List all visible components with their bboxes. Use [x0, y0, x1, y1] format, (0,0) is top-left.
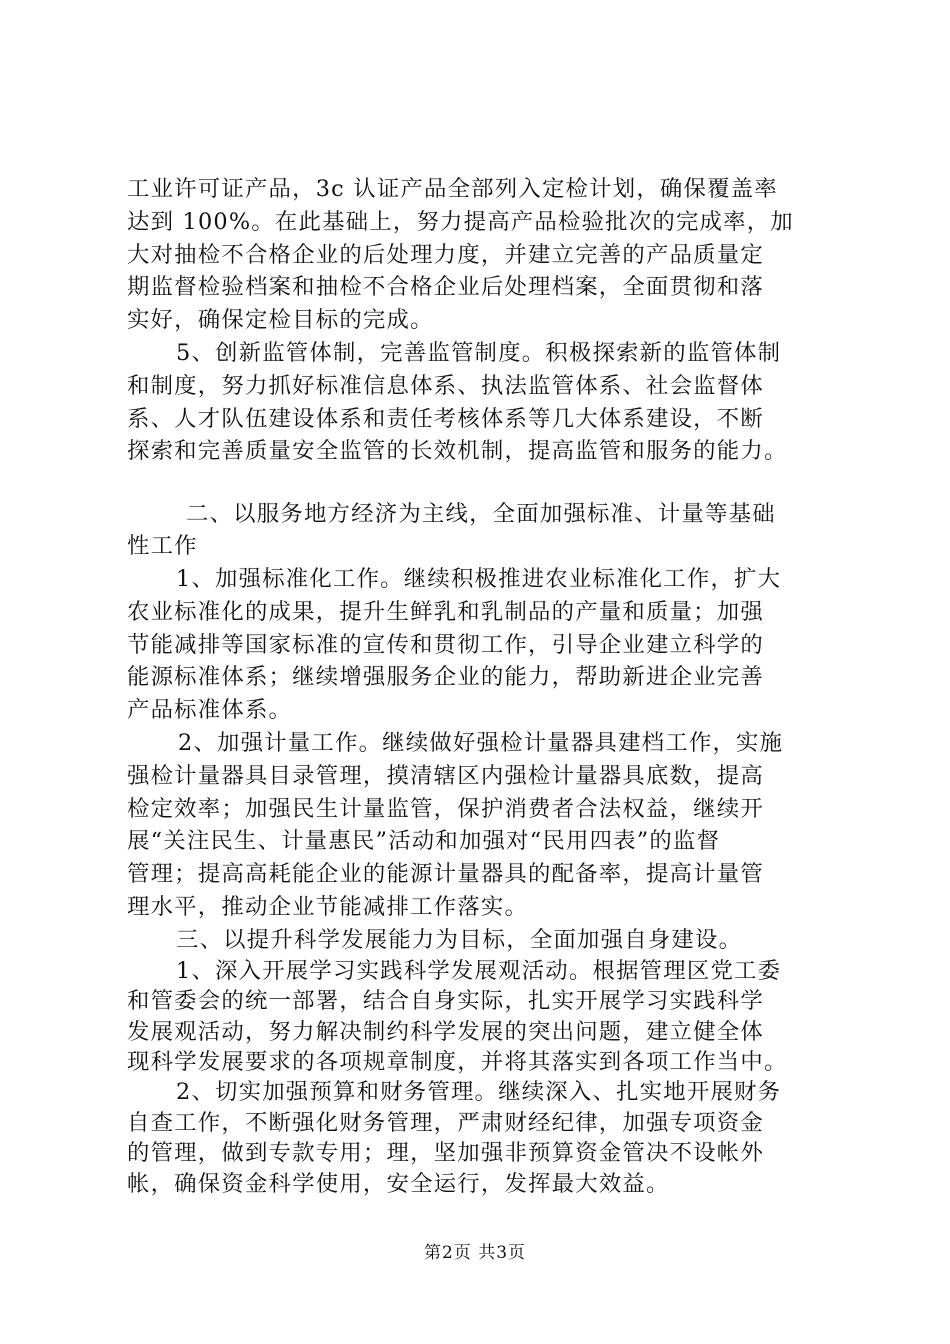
- paragraph-start: 1、加强标准化工作。继续积极推进农业标准化工作，扩大: [176, 566, 782, 592]
- body-text-line: 期监督检验档案和抽检不合格企业后处理档案，全面贯彻和落: [127, 274, 764, 300]
- paragraph-5-start: 5、创新监管体制，完善监管制度。积极探索新的监管体制: [176, 340, 782, 366]
- body-text-line: 强检计量器具目录管理，摸清辖区内强检计量器具底数，提高: [127, 763, 764, 789]
- section-heading-2: 二、以服务地方经济为主线，全面加强标准、计量等基础: [186, 501, 776, 527]
- body-text-line: 大对抽检不合格企业的后处理力度，并建立完善的产品质量定: [127, 242, 764, 268]
- body-text-line: 实好，确保定检目标的完成。: [127, 307, 434, 333]
- page-footer: 第2页 共3页: [423, 1243, 527, 1263]
- body-text-line: 探索和完善质量安全监管的长效机制，提高监管和服务的能力。: [127, 438, 788, 464]
- body-text-line: 自查工作，不断强化财务管理，严肃财经纪律，加强专项资金: [127, 1110, 764, 1136]
- body-text-line: 现科学发展要求的各项规章制度，并将其落实到各项工作当中。: [127, 1049, 788, 1075]
- body-text-line: 发展观活动，努力解决制约科学发展的突出问题，建立健全体: [127, 1019, 764, 1045]
- body-text-line: 检定效率；加强民生计量监管，保护消费者合法权益，继续开: [127, 796, 764, 822]
- section-heading-2-cont: 性工作: [127, 533, 198, 559]
- body-text-line: 工业许可证产品，3c 认证产品全部列入定检计划，确保覆盖率: [127, 176, 778, 202]
- paragraph-start: 1、深入开展学习实践科学发展观活动。根据管理区党工委: [176, 958, 782, 984]
- body-text-line: 帐，确保资金科学使用，安全运行，发挥最大效益。: [127, 1171, 670, 1197]
- body-text-line: 系、人才队伍建设体系和责任考核体系等几大体系建设，不断: [127, 406, 764, 432]
- body-text-line: 节能减排等国家标准的宣传和贯彻工作，引导企业建立科学的: [127, 632, 764, 658]
- paragraph-start: 2、加强计量工作。继续做好强检计量器具建档工作，实施: [178, 730, 784, 756]
- body-text-line: 农业标准化的成果，提升生鲜乳和乳制品的产量和质量；加强: [127, 599, 764, 625]
- body-text-line: 达到 100%。在此基础上，努力提高产品检验批次的完成率，加: [127, 209, 794, 235]
- body-text-line: 能源标准体系；继续增强服务企业的能力，帮助新进企业完善: [127, 664, 764, 690]
- body-text-line: 和管委会的统一部署，结合自身实际，扎实开展学习实践科学: [127, 988, 764, 1014]
- body-text-line: 展“关注民生、计量惠民”活动和加强对“民用四表”的监督: [127, 828, 721, 854]
- body-text-line: 理水平，推动企业节能减排工作落实。: [127, 894, 529, 920]
- body-text-line: 产品标准体系。: [127, 697, 293, 723]
- body-text-line: 管理；提高高耗能企业的能源计量器具的配备率，提高计量管: [127, 861, 764, 887]
- body-text-line: 和制度，努力抓好标准信息体系、执法监管体系、社会监督体: [127, 373, 764, 399]
- body-text-line: 的管理，做到专款专用；理，坚加强非预算资金管决不设帐外: [127, 1140, 764, 1166]
- section-heading-3: 三、以提升科学发展能力为目标，全面加强自身建设。: [176, 927, 743, 953]
- paragraph-start: 2、切实加强预算和财务管理。继续深入、扎实地开展财务: [176, 1079, 782, 1105]
